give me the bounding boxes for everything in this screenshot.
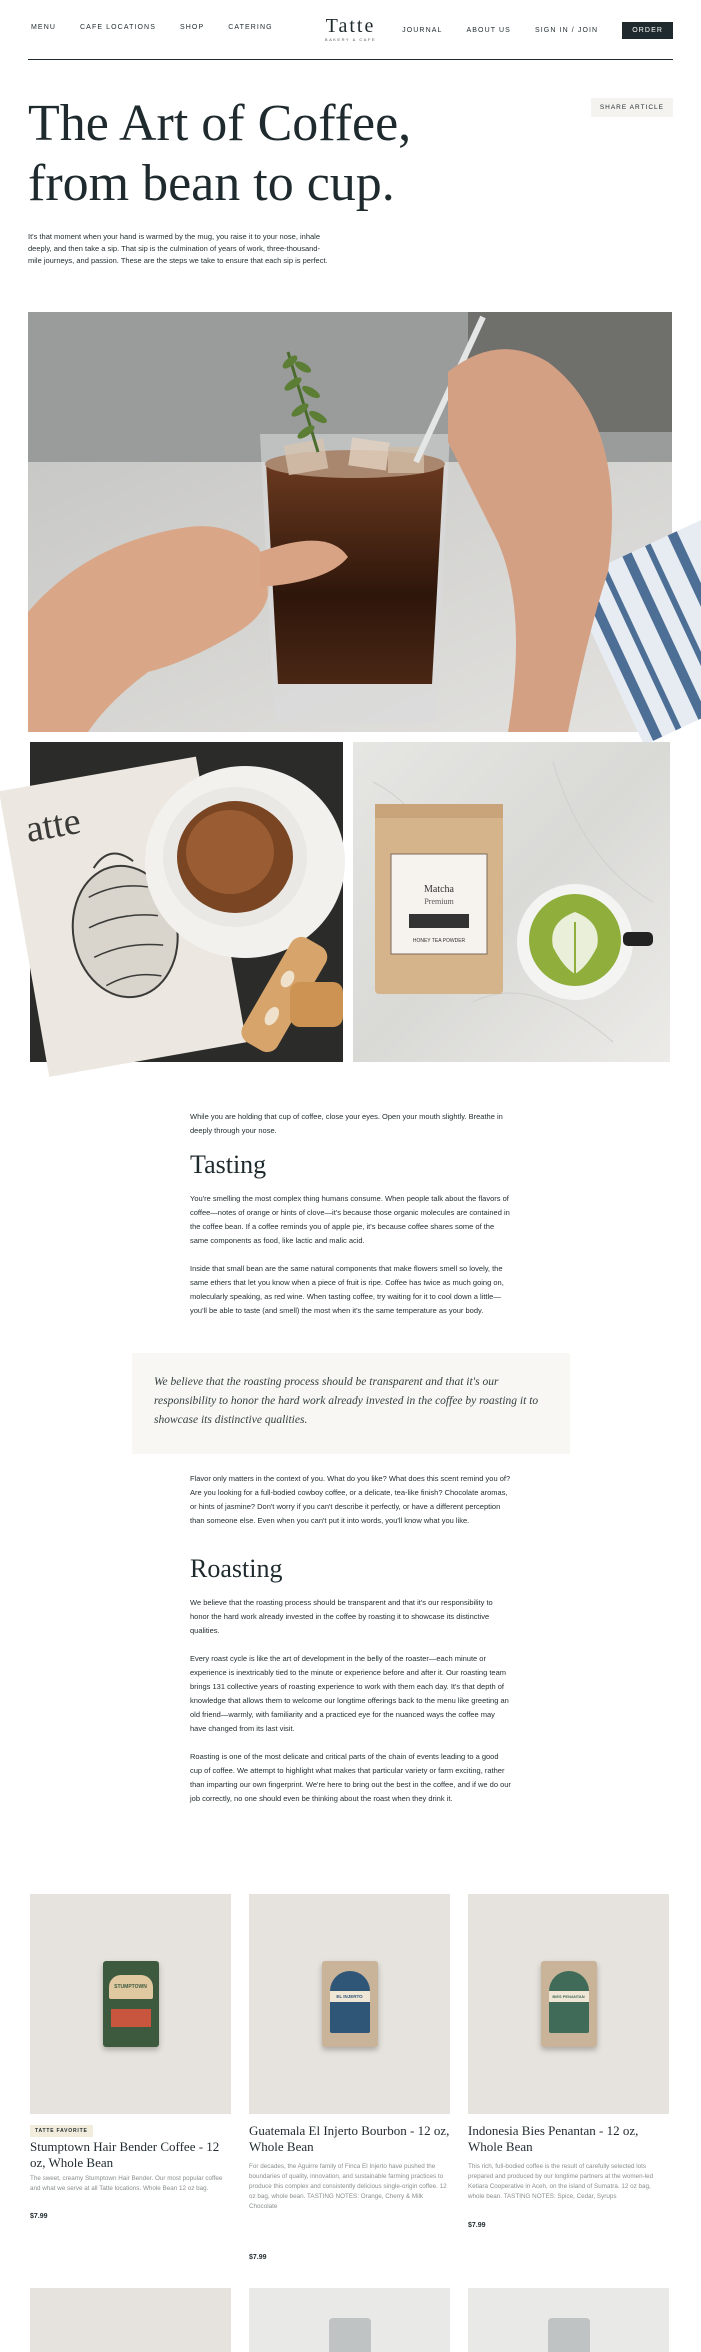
nav-journal[interactable]: JOURNAL bbox=[402, 27, 443, 34]
coffee-bag-icon bbox=[322, 1961, 378, 2047]
tin-icon bbox=[329, 2318, 371, 2352]
heading-tasting: Tasting bbox=[190, 1150, 267, 1179]
roasting-paragraph-1: We believe that the roasting process should be transparent and that it's our responsibility to honor the hard work already invested in the coffee by roasting it to showcase its distinctive qualities. bbox=[190, 1598, 493, 1635]
pouch-name: Matcha bbox=[424, 884, 454, 895]
nav-menu[interactable]: MENU bbox=[31, 24, 57, 31]
heading-roasting: Roasting bbox=[190, 1554, 283, 1583]
tin-icon bbox=[548, 2318, 590, 2352]
roasting-paragraph-3: Roasting is one of the most delicate and critical parts of the chain of events leading to a good cup of coffee. We attempt to highlight what makes that particular variety or farm exciting, rather than imparting our own fingerprint. We're here to bring out the best in the coffee, and if we do our job correctly, no one should even be thinking about the roast when they drink it. bbox=[190, 1752, 511, 1803]
pouch-grade: Premium bbox=[424, 897, 454, 906]
order-button[interactable]: ORDER bbox=[622, 22, 673, 39]
title-line-1: The Art of Coffee, bbox=[28, 95, 412, 152]
nav-shop[interactable]: SHOP bbox=[179, 24, 205, 31]
espresso-photo bbox=[22, 742, 343, 1062]
espresso-illustration bbox=[22, 742, 343, 1062]
site-logo[interactable] bbox=[325, 16, 376, 42]
product-desc-el-injerto: For decades, the Aguirre family of Finca El Injerto have pushed the boundaries of quality, innovation, and sustainable farming practices to produce this complex and consistently delicious single-origin coffee. 12 oz bag, whole bean. TASTING NOTES: Orange, Cherry & Milk Chocolate bbox=[249, 2163, 447, 2210]
product-image-el-injerto[interactable] bbox=[249, 1894, 450, 2114]
bag-label: STUMPTOWN bbox=[109, 1975, 153, 1999]
logo-subtitle: BAKERY & CAFE bbox=[324, 37, 377, 42]
nav-about-us[interactable]: ABOUT US bbox=[466, 27, 511, 34]
iced-coffee-illustration bbox=[28, 312, 672, 732]
nav-catering[interactable]: CATERING bbox=[228, 24, 273, 31]
product-image-next-2[interactable] bbox=[249, 2288, 450, 2352]
product-desc-stumptown: The sweet, creamy Stumptown Hair Bender. Our most popular coffee and what we serve at all Tatte locations. Whole Bean 12 oz bag. bbox=[30, 2175, 223, 2192]
flavor-paragraph: Flavor only matters in the context of you. What do you like? What does this scent remind you of? Are you looking for a full-bodied cowboy coffee, or a delicate, tea-like finish? Chocolate aromas, or hints of jasmine? Don't worry if you can't describe it perfectly, or have a different perception than someone else. Even when you can't put it into words, you'll know what you like. bbox=[190, 1474, 511, 1525]
product-image-stumptown[interactable] bbox=[30, 1894, 231, 2114]
site-header bbox=[28, 0, 673, 60]
title-line-2: from bean to cup. bbox=[28, 155, 395, 212]
product-name-stumptown[interactable]: Stumptown Hair Bender Coffee - 12 oz, Whole Bean bbox=[30, 2139, 220, 2170]
bag-label: BIES PENANTAN bbox=[549, 1991, 589, 2002]
page-title bbox=[28, 94, 448, 214]
matcha-photo bbox=[353, 742, 670, 1062]
matcha-illustration bbox=[353, 742, 670, 1062]
product-name-el-injerto[interactable]: Guatemala El Injerto Bourbon - 12 oz, Whole Bean bbox=[249, 2123, 450, 2154]
pull-quote-text: We believe that the roasting process should be transparent and that it's our responsibility to honor the hard work already invested in the coffee by roasting it to showcase its distinctive qualities. bbox=[154, 1376, 539, 1426]
nav-cafe-locations[interactable]: CAFE LOCATIONS bbox=[80, 24, 156, 31]
iced-coffee-photo bbox=[28, 312, 672, 732]
product-price-el-injerto: $7.99 bbox=[249, 2254, 267, 2261]
hero-intro: It's that moment when your hand is warmed by the mug, you raise it to your nose, inhale deeply, and then take a sip. That sip is the culmination of years of work, three-thousand-mile journeys, and passion. These are the steps we take to ensure that each sip is perfect. bbox=[28, 232, 328, 265]
product-price-bies-penantan: $7.99 bbox=[468, 2222, 486, 2229]
share-article-button[interactable]: SHARE ARTICLE bbox=[591, 98, 673, 117]
pull-quote bbox=[132, 1353, 570, 1454]
article-intro: While you are holding that cup of coffee, close your eyes. Open your mouth slightly. Breathe in deeply through your nose. bbox=[190, 1112, 503, 1135]
logo-wordmark: Tatte bbox=[325, 15, 376, 37]
card-wordmark: atte bbox=[22, 800, 84, 851]
primary-nav bbox=[31, 24, 273, 31]
pouch-type: HONEY TEA POWDER bbox=[412, 938, 466, 944]
coffee-bag-icon bbox=[103, 1961, 159, 2047]
product-desc-bies-penantan: This rich, full-bodied coffee is the result of carefully selected lots prepared and produced by our longtime partners at the women-led Ketiara Cooperative in Aceh, on the island of Sumatra. 12 oz bag, whole bean. TASTING NOTES: Spice, Cedar, Syrups bbox=[468, 2163, 654, 2200]
product-image-next-3[interactable] bbox=[468, 2288, 669, 2352]
tasting-paragraph-1: You're smelling the most complex thing humans consume. When people talk about the flavors of coffee—notes of orange or hints of clove—it's because those organic molecules are contained in the coffee bean. If a coffee reminds you of apple pie, it's because coffee shares some of the same components as food, like lactic and malic acid. bbox=[190, 1194, 510, 1245]
roasting-paragraph-2: Every roast cycle is like the art of development in the belly of the roaster—each minute or experience is inextricably tied to the minute or experience before and after it. Our roasting team brings 131 collective years of roasting experience to work with them each day. It's that depth of knowledge that allows them to welcome our longtime offerings back to the menu like greeting an old friend—warmly, with familiarity and a practiced eye for the nuanced ways the coffee may have changed from its last visit. bbox=[190, 1654, 509, 1733]
product-name-bies-penantan[interactable]: Indonesia Bies Penantan - 12 oz, Whole Bean bbox=[468, 2123, 639, 2154]
product-image-next-1[interactable] bbox=[30, 2288, 231, 2352]
bag-label: EL INJERTO bbox=[330, 1991, 370, 2002]
nav-sign-in[interactable]: SIGN IN / JOIN bbox=[534, 27, 599, 34]
product-price-stumptown: $7.99 bbox=[30, 2213, 48, 2220]
coffee-bag-icon bbox=[541, 1961, 597, 2047]
product-image-bies-penantan[interactable] bbox=[468, 1894, 669, 2114]
tatte-favorite-badge: TATTE FAVORITE bbox=[30, 2125, 93, 2137]
secondary-nav bbox=[402, 22, 673, 39]
tasting-paragraph-2: Inside that small bean are the same natural components that make flowers smell so lovely, the same ethers that let you know when a piece of fruit is ripe. Coffee has twice as much going on, molecularly speaking, as red wine. When tasting coffee, try waiting for it to cool down a little—you'll be able to taste (and smell) the most when it's the same temperature as your body. bbox=[190, 1264, 504, 1315]
